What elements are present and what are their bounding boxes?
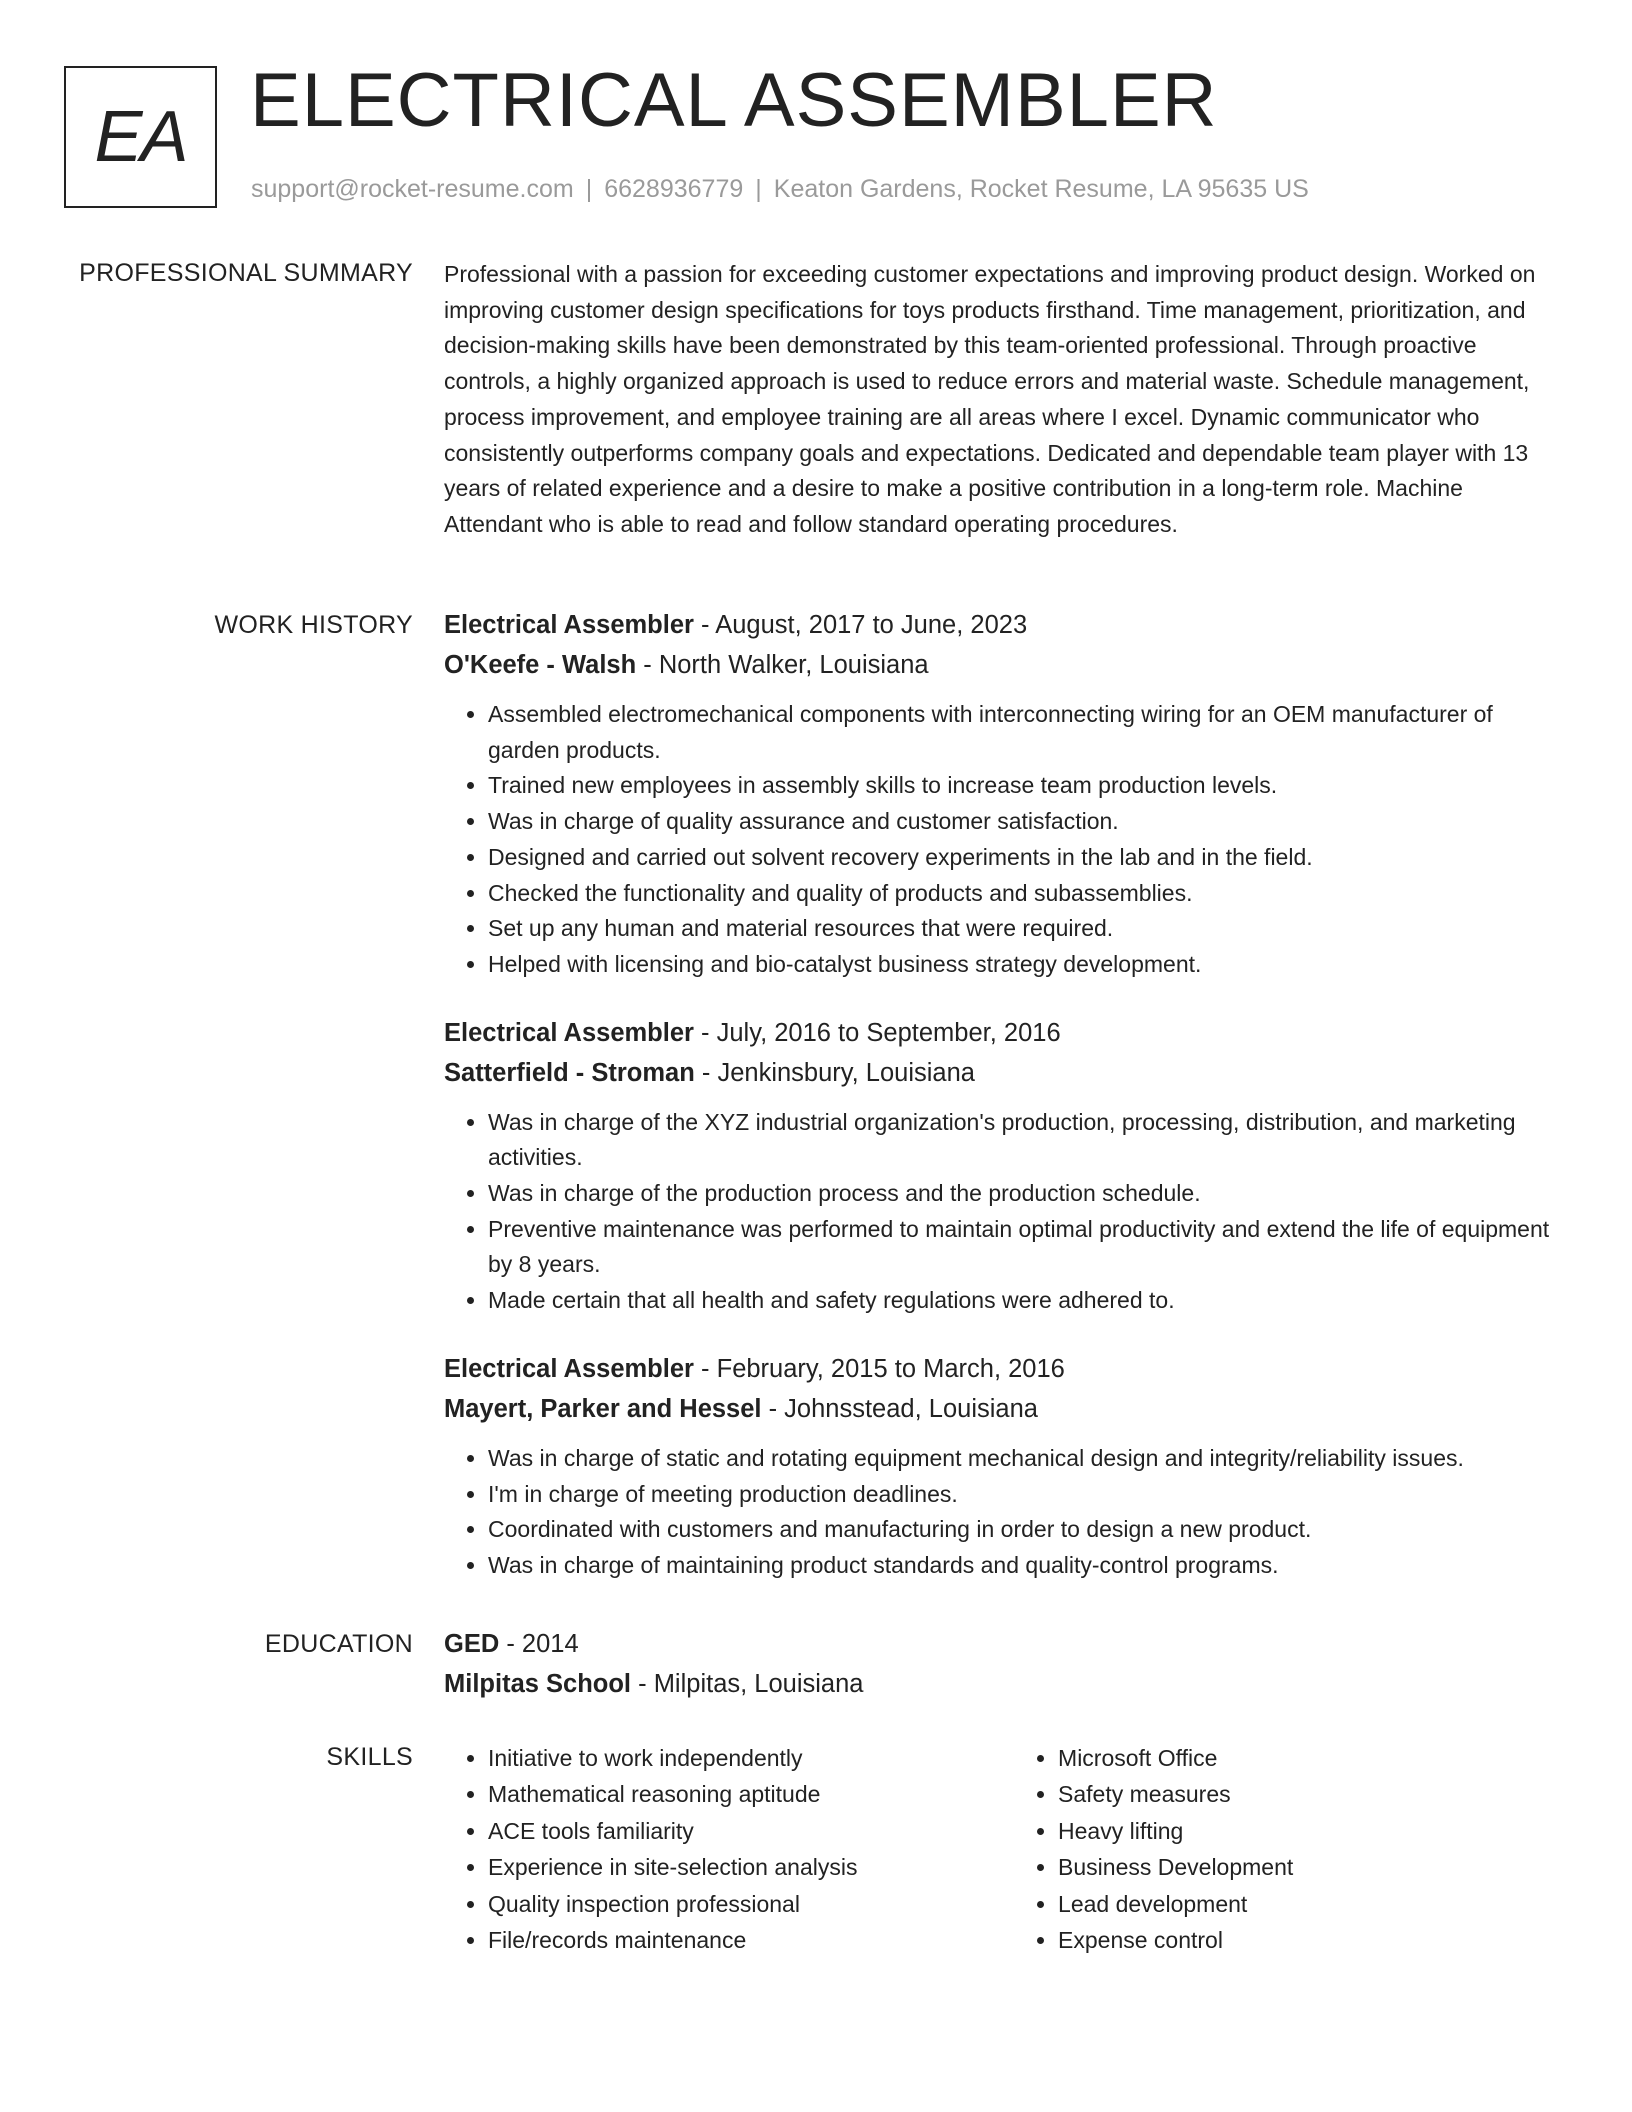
summary-heading: PROFESSIONAL SUMMARY	[79, 259, 413, 287]
job-dates: - August, 2017 to June, 2023	[693, 611, 1028, 639]
skill-item: • Safety measures	[1058, 1776, 1559, 1812]
contact-phone: 6628936779	[604, 175, 744, 203]
job-bullets	[444, 1105, 1559, 1319]
job-title-line	[444, 1013, 1559, 1053]
education-location: - Milpitas, Louisiana	[631, 1670, 864, 1698]
skill-item: • Microsoft Office	[1058, 1740, 1559, 1776]
summary-text: Professional with a passion for exceeding customer expectations and improving product design. Worked on improving customer design specifications for toys products firsthand. Time management, prioritization, and decision-making skills have been demonstrated by this team-oriented professional. Through proactive controls, a highly organized approach is used to reduce errors and material waste. Schedule management, process improvement, and employee training are all areas where I excel. Dynamic communicator who consistently outperforms company goals and expectations. Dedicated and dependable team player with 13 years of related experience and a desire to make a positive contribution in a long-term role. Machine Attendant who is able to read and follow standard operating procedures.	[444, 261, 1536, 537]
job-bullet: • Designed and carried out solvent recovery experiments in the lab and in the field.	[488, 840, 1559, 876]
job-title: Electrical Assembler	[444, 1354, 694, 1383]
contact-separator: |	[755, 175, 762, 203]
job-entry	[444, 605, 1559, 983]
job-company: O'Keefe - Walsh	[444, 651, 637, 679]
education-heading: EDUCATION	[264, 1630, 413, 1658]
education-degree: GED	[444, 1630, 500, 1658]
contact-separator: |	[585, 175, 593, 203]
job-title: Electrical Assembler	[444, 1018, 694, 1047]
job-bullet: • Was in charge of the production process and the production schedule.	[488, 1176, 1559, 1212]
job-bullet: • I'm in charge of meeting production deadlines.	[488, 1477, 1559, 1513]
skill-item: • Quality inspection professional	[488, 1886, 1014, 1922]
education-school: Milpitas School	[444, 1670, 632, 1698]
job-bullet: • Preventive maintenance was performed to maintain optimal productivity and extend the life of equipment by 8 years.	[488, 1212, 1559, 1283]
education-school-line	[444, 1664, 1559, 1704]
job-title-line	[444, 1349, 1559, 1389]
education-body	[444, 1624, 1559, 1704]
job-bullets	[444, 1441, 1559, 1584]
skill-item: • Mathematical reasoning aptitude	[488, 1776, 1014, 1812]
candidate-name: ELECTRICAL ASSEMBLER	[250, 58, 1218, 143]
contact-email: support@rocket-resume.com	[251, 175, 574, 203]
job-entry	[444, 1349, 1559, 1584]
skill-item: • Lead development	[1058, 1886, 1559, 1922]
education-degree-line	[444, 1624, 1559, 1664]
skill-item: • Business Development	[1058, 1849, 1559, 1885]
skill-item: • Initiative to work independently	[488, 1740, 1014, 1776]
job-bullets	[444, 697, 1559, 983]
job-bullet: • Was in charge of the XYZ industrial organization's production, processing, distribution, and marketing activities.	[488, 1105, 1559, 1176]
summary-body	[444, 257, 1559, 543]
skills-heading: SKILLS	[326, 1743, 413, 1771]
job-company-line	[444, 1053, 1559, 1093]
job-title: Electrical Assembler	[444, 611, 694, 639]
contact-address: Keaton Gardens, Rocket Resume, LA 95635 US	[773, 175, 1309, 203]
skills-list-left	[444, 1740, 1014, 1958]
job-company-line	[444, 645, 1559, 685]
contact-line	[251, 172, 1309, 206]
skills-columns	[444, 1740, 1559, 1958]
skill-item: • Heavy lifting	[1058, 1813, 1559, 1849]
work-history-heading: WORK HISTORY	[214, 611, 413, 639]
job-bullet: • Was in charge of maintaining product standards and quality-control programs.	[488, 1548, 1559, 1584]
job-bullet: • Assembled electromechanical components with interconnecting wiring for an OEM manufacturer of garden products.	[488, 697, 1559, 768]
job-dates: - February, 2015 to March, 2016	[693, 1354, 1065, 1383]
job-bullet: • Coordinated with customers and manufacturing in order to design a new product.	[488, 1512, 1559, 1548]
job-company: Satterfield - Stroman	[444, 1058, 695, 1087]
job-bullet: • Set up any human and material resources that were required.	[488, 911, 1559, 947]
job-bullet: • Checked the functionality and quality of products and subassemblies.	[488, 876, 1559, 912]
monogram-box	[64, 66, 217, 208]
job-company: Mayert, Parker and Hessel	[444, 1394, 762, 1423]
skill-item: • Expense control	[1058, 1922, 1559, 1958]
skill-item: • File/records maintenance	[488, 1922, 1014, 1958]
job-bullet: • Was in charge of static and rotating equipment mechanical design and integrity/reliability issues.	[488, 1441, 1559, 1477]
job-bullet: • Trained new employees in assembly skills to increase team production levels.	[488, 768, 1559, 804]
job-company-line	[444, 1389, 1559, 1429]
job-title-line	[444, 605, 1559, 645]
monogram-initials: EA	[94, 97, 187, 177]
job-dates: - July, 2016 to September, 2016	[693, 1018, 1061, 1047]
work-history-body	[444, 605, 1559, 1614]
job-bullet: • Was in charge of quality assurance and customer satisfaction.	[488, 804, 1559, 840]
job-location: - North Walker, Louisiana	[636, 651, 929, 679]
education-year: - 2014	[499, 1630, 579, 1658]
job-bullet: • Helped with licensing and bio-catalyst business strategy development.	[488, 947, 1559, 983]
skills-body	[444, 1740, 1559, 1958]
skill-item: • Experience in site-selection analysis	[488, 1849, 1014, 1885]
job-location: - Jenkinsbury, Louisiana	[694, 1058, 975, 1087]
skill-item: • ACE tools familiarity	[488, 1813, 1014, 1849]
skills-list-right	[1014, 1740, 1559, 1958]
job-entry	[444, 1013, 1559, 1319]
job-bullet: • Made certain that all health and safety regulations were adhered to.	[488, 1283, 1559, 1319]
job-location: - Johnsstead, Louisiana	[761, 1394, 1038, 1423]
